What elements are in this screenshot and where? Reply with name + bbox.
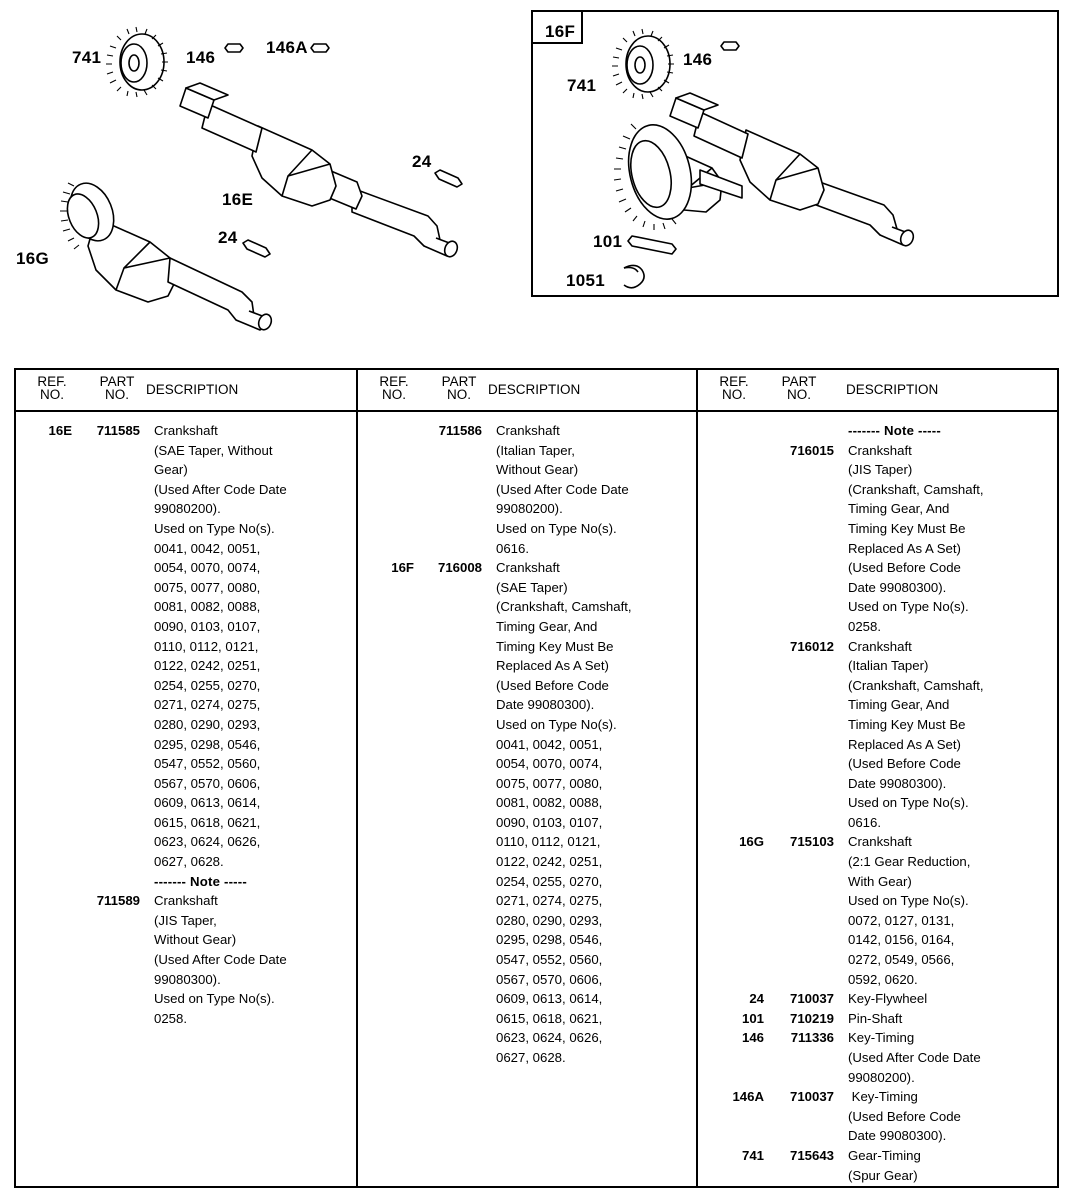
cell-description: 0627, 0628. [496,1050,566,1065]
cell-description: 0547, 0552, 0560, [154,756,261,772]
cell-description: 0081, 0082, 0088, [496,795,603,811]
cell-description: 0081, 0082, 0088, [154,599,261,615]
cell-description: (Used After Code Date [154,952,287,968]
table-row [698,989,1057,1009]
header-part-no: PART NO. [781,374,817,402]
table-row [16,499,356,519]
cell-description: (SAE Taper) [496,579,568,595]
table-row [698,911,1057,931]
table-row [698,715,1057,735]
table-row [358,813,696,833]
cell-description: 0627, 0628. [154,854,224,870]
table-row [698,852,1057,872]
table-row [16,539,356,559]
cell-ref-no: 741 [741,1147,764,1163]
cell-description: Pin-Shaft [848,1010,903,1026]
table-row [358,1048,696,1068]
cell-description: 0258. [848,618,882,634]
inset-frame-16f [531,10,1059,297]
cell-part-no: 715103 [789,834,834,850]
table-row [358,519,696,539]
cell-description: 0072, 0127, 0131, [848,912,955,928]
cell-description: ------- Note ----- [848,423,941,438]
cell-description: 0592, 0620. [848,971,918,987]
table-row [16,637,356,657]
cell-ref-no: 16E [48,423,72,438]
table-row [16,676,356,696]
cell-part-no: 710219 [789,1010,834,1026]
table-row [358,911,696,931]
callout-inset-1051: 1051 [566,271,606,290]
cell-part-no: 716015 [789,442,834,458]
table-row [358,421,696,441]
cell-description: 0567, 0570, 0606, [496,971,603,987]
cell-description: (Used Before Code [848,756,961,772]
table-row [698,558,1057,578]
table-row [16,735,356,755]
table-row [16,519,356,539]
table-row [16,852,356,872]
cell-part-no: 711585 [96,423,140,438]
table-row [698,930,1057,950]
cell-ref-no: 16F [391,560,414,576]
table-row [16,832,356,852]
cell-description: Replaced As A Set) [496,658,609,674]
cell-ref-no: 101 [741,1010,764,1026]
table-row [16,460,356,480]
cell-description: 0609, 0613, 0614, [496,991,603,1007]
cell-description: (Used Before Code [848,1108,961,1124]
cell-ref-no: 146 [741,1030,764,1046]
cell-description: Timing Gear, And [848,501,950,517]
table-row [698,695,1057,715]
cell-description: Without Gear) [154,932,237,948]
table-row [698,970,1057,990]
cell-description: 0254, 0255, 0270, [154,677,261,693]
table-row [698,578,1057,598]
cell-description: 0295, 0298, 0546, [496,932,603,948]
cell-part-no: 716008 [437,560,482,576]
column-header-3 [698,370,1057,412]
table-row [698,1146,1057,1166]
cell-description: 0623, 0624, 0626, [496,1030,603,1046]
table-row [16,950,356,970]
rows-column-2 [358,412,696,1068]
cell-description: 0271, 0274, 0275, [154,697,261,713]
callout-inset-741: 741 [567,76,597,95]
table-row [16,715,356,735]
cell-description: Used on Type No(s). [848,795,969,811]
cell-description: 0271, 0274, 0275, [496,893,603,909]
table-row [358,578,696,598]
cell-description: Key-Timing [848,1089,918,1105]
table-row [358,950,696,970]
parts-table-column-3 [696,370,1057,1186]
cell-description: 0272, 0549, 0566, [848,952,955,968]
callout-16g: 16G [16,249,50,268]
parts-illustration [0,0,1073,360]
table-row [698,793,1057,813]
cell-description: 0616. [848,814,882,830]
table-row [698,1009,1057,1029]
table-row [16,989,356,1009]
parts-table [14,368,1059,1188]
table-row [16,930,356,950]
cell-description: Gear) [154,462,188,478]
cell-part-no: 711336 [790,1030,834,1046]
cell-description: Gear-Timing [848,1147,921,1163]
table-row [16,754,356,774]
cell-description: Replaced As A Set) [848,736,961,752]
cell-description: (SAE Taper, Without [154,442,273,458]
cell-description: 0142, 0156, 0164, [848,932,955,948]
cell-description: 0122, 0242, 0251, [154,658,261,674]
cell-part-no: 711589 [96,893,140,909]
table-row [358,832,696,852]
table-row [698,441,1057,461]
table-row [358,480,696,500]
header-ref-no: REF. NO. [37,374,67,402]
table-row [358,793,696,813]
cell-description: Date 99080300). [496,697,595,713]
table-row [358,715,696,735]
cell-ref-no: 146A [732,1089,764,1105]
cell-description: 0280, 0290, 0293, [496,912,603,928]
cell-description: (Italian Taper, [496,442,575,458]
table-row [698,774,1057,794]
table-row [698,637,1057,657]
table-row [358,676,696,696]
table-row [698,872,1057,892]
table-row [698,1087,1057,1107]
cell-description: Key-Flywheel [848,991,928,1007]
callout-16e: 16E [222,190,254,209]
cell-description: 0616. [496,540,530,556]
table-row [358,441,696,461]
header-description: DESCRIPTION [488,382,581,397]
cell-description: (Used After Code Date [496,481,629,497]
table-row [698,950,1057,970]
callout-16f: 16F [545,22,576,41]
table-row [16,695,356,715]
cell-description: (Crankshaft, Camshaft, [496,599,632,615]
table-row [16,597,356,617]
table-row [698,813,1057,833]
cell-description: 0280, 0290, 0293, [154,716,261,732]
table-row [16,872,356,892]
table-row [16,970,356,990]
table-row [698,1068,1057,1088]
table-row [358,460,696,480]
cell-description: 99080200). [154,501,221,517]
table-row [16,421,356,441]
cell-description: Used on Type No(s). [154,991,275,1007]
table-row [358,754,696,774]
table-row [16,1009,356,1029]
table-row [698,1028,1057,1048]
table-row [698,735,1057,755]
table-row [698,519,1057,539]
cell-description: (JIS Taper, [154,912,217,928]
cell-ref-no: 16G [739,834,764,850]
callout-24-left: 24 [218,228,238,247]
table-row [698,460,1057,480]
cell-description: 0609, 0613, 0614, [154,795,261,811]
table-row [358,597,696,617]
callout-146: 146 [186,48,216,67]
table-row [358,970,696,990]
table-row [358,539,696,559]
cell-description: Date 99080300). [848,579,947,595]
cell-description: Used on Type No(s). [496,520,617,536]
cell-description: 99080300). [154,971,221,987]
table-row [358,1028,696,1048]
header-description: DESCRIPTION [146,382,239,397]
table-row [16,480,356,500]
cell-description: Without Gear) [496,462,579,478]
cell-description: 0041, 0042, 0051, [154,540,261,556]
table-row [698,832,1057,852]
table-row [698,499,1057,519]
table-row [358,1009,696,1029]
cell-description: Date 99080300). [848,1128,947,1144]
table-row [698,754,1057,774]
callout-inset-101: 101 [593,232,623,251]
cell-description: Timing Key Must Be [848,716,966,732]
table-row [698,421,1057,441]
callout-146a: 146A [266,38,308,57]
table-row [16,558,356,578]
cell-part-no: 715643 [789,1147,834,1163]
table-row [698,1126,1057,1146]
cell-description: 99080200). [496,501,563,517]
cell-description: Date 99080300). [848,775,947,791]
table-row [16,891,356,911]
header-ref-no: REF. NO. [719,374,749,402]
table-row [358,872,696,892]
table-row [698,597,1057,617]
column-header-1 [16,370,356,412]
cell-description: (Used After Code Date [848,1050,981,1065]
header-part-no: PART NO. [99,374,135,402]
callout-741: 741 [72,48,102,67]
table-row [358,617,696,637]
table-row [358,656,696,676]
table-row [698,1166,1057,1186]
cell-description: 0090, 0103, 0107, [496,814,603,830]
cell-description: 0122, 0242, 0251, [496,854,603,870]
table-row [698,480,1057,500]
table-row [358,558,696,578]
cell-description: (Used After Code Date [154,481,287,497]
cell-description: 0615, 0618, 0621, [154,814,261,830]
cell-description: Used on Type No(s). [154,520,275,536]
cell-description: Crankshaft [848,834,912,850]
cell-description: (Crankshaft, Camshaft, [848,481,984,497]
cell-description: 0110, 0112, 0121, [154,638,259,654]
cell-description: Crankshaft [496,560,560,576]
cell-description: 0547, 0552, 0560, [496,952,603,968]
column-header-2 [358,370,696,412]
header-ref-no: REF. NO. [379,374,409,402]
cell-description: (JIS Taper) [848,462,913,478]
table-row [358,735,696,755]
parts-table-column-1 [16,370,356,1186]
cell-description: (2:1 Gear Reduction, [848,854,971,870]
table-row [16,813,356,833]
cell-description: Key-Timing [848,1030,915,1046]
cell-description: 0054, 0070, 0074, [154,560,261,576]
cell-description: Crankshaft [154,893,218,909]
table-row [16,911,356,931]
table-row [358,499,696,519]
table-row [358,891,696,911]
cell-part-no: 710037 [789,1089,834,1105]
cell-description: Crankshaft [154,423,218,438]
table-row [358,695,696,715]
cell-description: 0090, 0103, 0107, [154,618,261,634]
header-description: DESCRIPTION [846,382,939,397]
cell-description: Crankshaft [848,638,912,654]
cell-description: Used on Type No(s). [496,716,617,732]
cell-description: Crankshaft [496,423,560,438]
cell-description: 0054, 0070, 0074, [496,756,603,772]
cell-description: Timing Key Must Be [496,638,614,654]
table-row [698,676,1057,696]
table-row [16,441,356,461]
table-row [358,930,696,950]
cell-ref-no: 24 [749,991,764,1007]
table-row [698,1107,1057,1127]
callout-24-right: 24 [412,152,432,171]
cell-description: (Used Before Code [848,560,961,576]
cell-description: 0615, 0618, 0621, [496,1010,603,1026]
cell-description: 0254, 0255, 0270, [496,873,603,889]
table-row [698,891,1057,911]
table-row [358,637,696,657]
cell-description: 0567, 0570, 0606, [154,775,261,791]
cell-description: 0075, 0077, 0080, [496,775,603,791]
cell-description: With Gear) [848,873,912,889]
table-row [16,656,356,676]
cell-part-no: 710037 [789,991,834,1007]
cell-description: Timing Gear, And [848,697,950,713]
rows-column-3 [698,412,1057,1185]
table-row [358,774,696,794]
cell-description: (Italian Taper) [848,658,929,674]
table-row [16,578,356,598]
table-row [698,539,1057,559]
callout-inset-146: 146 [683,50,713,69]
cell-description: 0041, 0042, 0051, [496,736,603,752]
table-row [358,852,696,872]
table-row [16,774,356,794]
cell-description: (Used Before Code [496,677,609,693]
cell-description: 0258. [154,1010,188,1026]
table-row [698,617,1057,637]
cell-description: Timing Key Must Be [848,520,966,536]
cell-description: Replaced As A Set) [848,540,961,556]
table-row [16,793,356,813]
cell-description: 0110, 0112, 0121, [496,834,601,850]
table-row [358,989,696,1009]
rows-column-1 [16,412,356,1028]
table-row [16,617,356,637]
cell-description: 0295, 0298, 0546, [154,736,261,752]
parts-table-column-2 [356,370,696,1186]
cell-part-no: 716012 [789,638,834,654]
cell-description: ------- Note ----- [154,873,247,889]
table-row [698,656,1057,676]
cell-description: Used on Type No(s). [848,893,969,909]
cell-description: (Spur Gear) [848,1167,918,1183]
cell-description: 0075, 0077, 0080, [154,579,261,595]
cell-description: (Crankshaft, Camshaft, [848,677,984,693]
table-row [698,1048,1057,1068]
header-part-no: PART NO. [441,374,477,402]
cell-description: Used on Type No(s). [848,599,969,615]
cell-part-no: 711586 [438,423,482,438]
cell-description: Crankshaft [848,442,912,458]
cell-description: 0623, 0624, 0626, [154,834,261,850]
cell-description: Timing Gear, And [496,618,598,634]
cell-description: 99080200). [848,1069,915,1085]
